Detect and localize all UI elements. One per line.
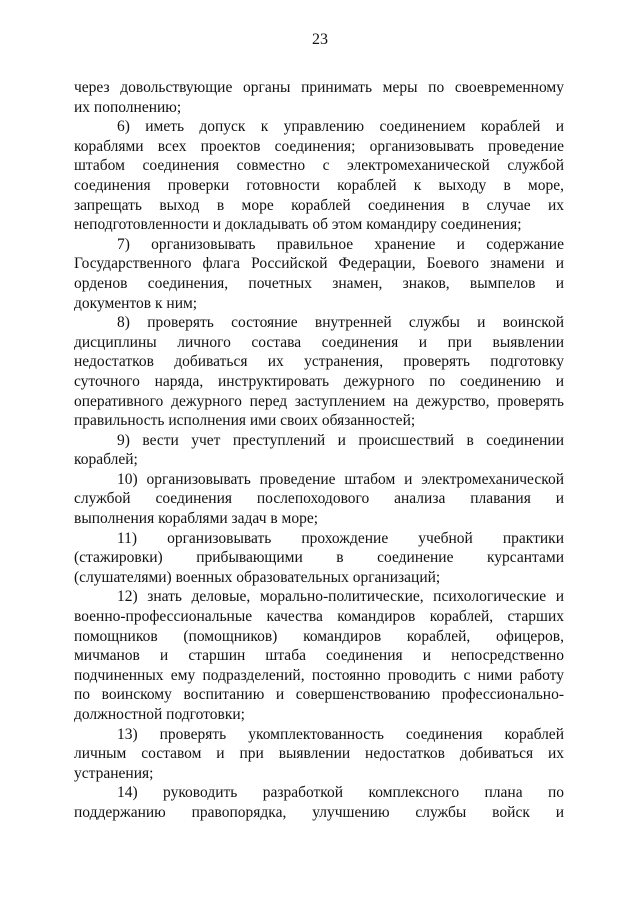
text-line: запрещать выход в море кораблей соединения в случае их xyxy=(74,196,564,214)
text-line: подчиненных ему подразделений, постоянно проводить с ними работу xyxy=(74,666,564,684)
text-line: 7) организовывать правильное хранение и содержание xyxy=(117,235,564,253)
text-line: мичманов и старшин штаба соединения и непосредственно xyxy=(74,647,564,665)
text-line: орденов соединения, почетных знамен, знаков, вымпелов и xyxy=(74,274,564,292)
body-text xyxy=(74,78,564,823)
text-line: документов к ним; xyxy=(74,294,198,312)
text-line: по воинскому воспитанию и совершенствованию профессионально- xyxy=(74,686,564,704)
text-line: устранения; xyxy=(74,764,154,782)
text-line: 11) организовывать прохождение учебной практики xyxy=(117,529,564,547)
text-line: 10) организовывать проведение штабом и электромеханической xyxy=(117,470,564,488)
text-line: неподготовленности и докладывать об этом командиру соединения; xyxy=(74,216,522,234)
text-line: 8) проверять состояние внутренней службы и воинской xyxy=(117,314,564,332)
text-line: через довольствующие органы принимать меры по своевременному xyxy=(74,79,564,96)
text-line: соединения проверки готовности кораблей к выходу в море, xyxy=(74,176,564,194)
text-line: Государственного флага Российской Федерации, Боевого знамени и xyxy=(74,255,564,273)
text-line: службой соединения послепоходового анализа плавания и xyxy=(74,490,564,508)
text-line: дисциплины личного состава соединения и при выявлении xyxy=(74,333,564,351)
text-line: правильность исполнения ими своих обязанностей; xyxy=(74,412,416,430)
text-line: 13) проверять укомплектованность соединения кораблей xyxy=(117,725,564,743)
text-line: должностной подготовки; xyxy=(74,706,245,723)
text-line: (слушателями) военных образовательных организаций; xyxy=(74,568,441,586)
text-line: выполнения кораблями задач в море; xyxy=(74,510,319,528)
text-line: 9) вести учет преступлений и происшествий в соединении xyxy=(117,431,564,449)
text-line: (стажировки) прибывающими в соединение курсантами xyxy=(74,549,564,567)
text-line: суточного наряда, инструктировать дежурного по соединению и xyxy=(74,372,564,390)
text-line: недостатков добиваться их устранения, проверять подготовку xyxy=(74,353,564,371)
text-line: военно-профессиональные качества командиров кораблей, старших xyxy=(74,608,564,626)
text-line: кораблей; xyxy=(74,451,138,469)
text-line: 14) руководить разработкой комплексного плана по xyxy=(117,784,564,802)
text-line: помощников (помощников) командиров кораблей, офицеров, xyxy=(74,627,564,645)
page-number: 23 xyxy=(312,31,328,48)
text-line: поддержанию правопорядка, улучшению службы войск и xyxy=(74,803,564,821)
text-line: кораблями всех проектов соединения; организовывать проведение xyxy=(74,137,564,155)
text-line: 12) знать деловые, морально-политические, психологические и xyxy=(117,588,564,606)
text-line: их пополнению; xyxy=(74,98,182,116)
text-line: штабом соединения совместно с электромеханической службой xyxy=(74,157,564,175)
text-line: личным составом и при выявлении недостатков добиваться их xyxy=(74,745,564,763)
text-line: оперативного дежурного перед заступлением на дежурство, проверять xyxy=(74,392,564,410)
text-line: 6) иметь допуск к управлению соединением кораблей и xyxy=(117,118,564,136)
